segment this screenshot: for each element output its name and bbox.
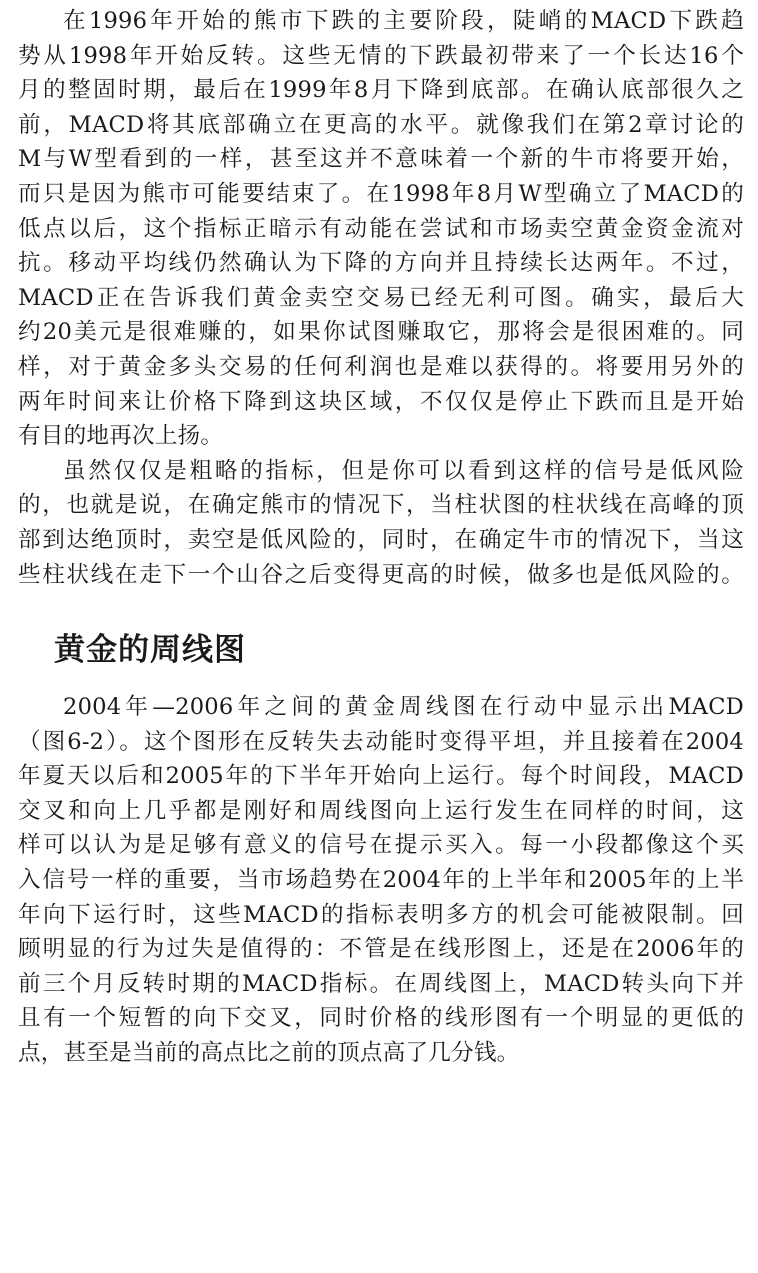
text-line: 年夏天以后和2005年的下半年开始向上运行。每个时间段，MACD [18, 763, 744, 790]
text-line: 顾明显的行为过失是值得的：不管是在线形图上，还是在2006年的 [18, 936, 744, 963]
text-line: （图6-2）。这个图形在反转失去动能时变得平坦，并且接着在2004 [18, 728, 744, 755]
text-line: 样，对于黄金多头交易的任何利润也是难以获得的。将要用另外的 [18, 353, 744, 380]
paragraph [18, 690, 744, 1071]
text-line: 些柱状线在走下一个山谷之后变得更高的时候，做多也是低风险的。 [18, 561, 744, 588]
text-line: 两年时间来让价格下降到这块区域，不仅仅是停止下跌而且是开始 [18, 388, 744, 415]
text-line: 点，甚至是当前的高点比之前的顶点高了几分钱。 [18, 1040, 520, 1067]
text-line: 虽然仅仅是粗略的指标，但是你可以看到这样的信号是低风险 [63, 457, 744, 484]
text-line: 年向下运行时，这些MACD的指标表明多方的机会可能被限制。回 [18, 901, 744, 928]
text-line: 入信号一样的重要，当市场趋势在2004年的上半年和2005年的上半 [18, 867, 744, 894]
text-line: 2004年—2006年之间的黄金周线图在行动中显示出MACD [63, 694, 744, 721]
paragraph [18, 4, 744, 454]
text-line: 部到达绝顶时，卖空是低风险的，同时，在确定牛市的情况下，当这 [18, 526, 744, 553]
text-line: 交叉和向上几乎都是刚好和周线图向上运行发生在同样的时间，这 [18, 797, 744, 824]
text-line: 约20美元是很难赚的，如果你试图赚取它，那将会是很困难的。同 [18, 319, 744, 346]
section-heading: 黄金的周线图 [54, 632, 246, 669]
text-line: 前，MACD将其底部确立在更高的水平。就像我们在第2章讨论的 [18, 111, 744, 138]
text-line: 且有一个短暂的向下交叉，同时价格的线形图有一个明显的更低的 [18, 1005, 744, 1032]
text-line: MACD正在告诉我们黄金卖空交易已经无利可图。确实，最后大 [18, 284, 744, 311]
text-line: 而只是因为熊市可能要结束了。在1998年8月W型确立了MACD的 [18, 180, 744, 207]
text-line: 前三个月反转时期的MACD指标。在周线图上，MACD转头向下并 [18, 970, 744, 997]
text-line: 有目的地再次上扬。 [18, 423, 224, 450]
text-line: 势从1998年开始反转。这些无情的下跌最初带来了一个长达16个 [18, 42, 744, 69]
text-line: 的，也就是说，在确定熊市的情况下，当柱状图的柱状线在高峰的顶 [18, 492, 744, 519]
text-line: 在1996年开始的熊市下跌的主要阶段，陡峭的MACD下跌趋 [63, 8, 744, 34]
text-line: 月的整固时期，最后在1999年8月下降到底部。在确认底部很久之 [18, 77, 744, 104]
text-line: 抗。移动平均线仍然确认为下降的方向并且持续长达两年。不过， [18, 250, 744, 277]
text-line: M与W型看到的一样，甚至这并不意味着一个新的牛市将要开始， [18, 146, 744, 173]
text-line: 低点以后，这个指标正暗示有动能在尝试和市场卖空黄金资金流对 [18, 215, 744, 242]
paragraph [18, 454, 744, 592]
text-line: 样可以认为是足够有意义的信号在提示买入。每一小段都像这个买 [18, 832, 744, 859]
